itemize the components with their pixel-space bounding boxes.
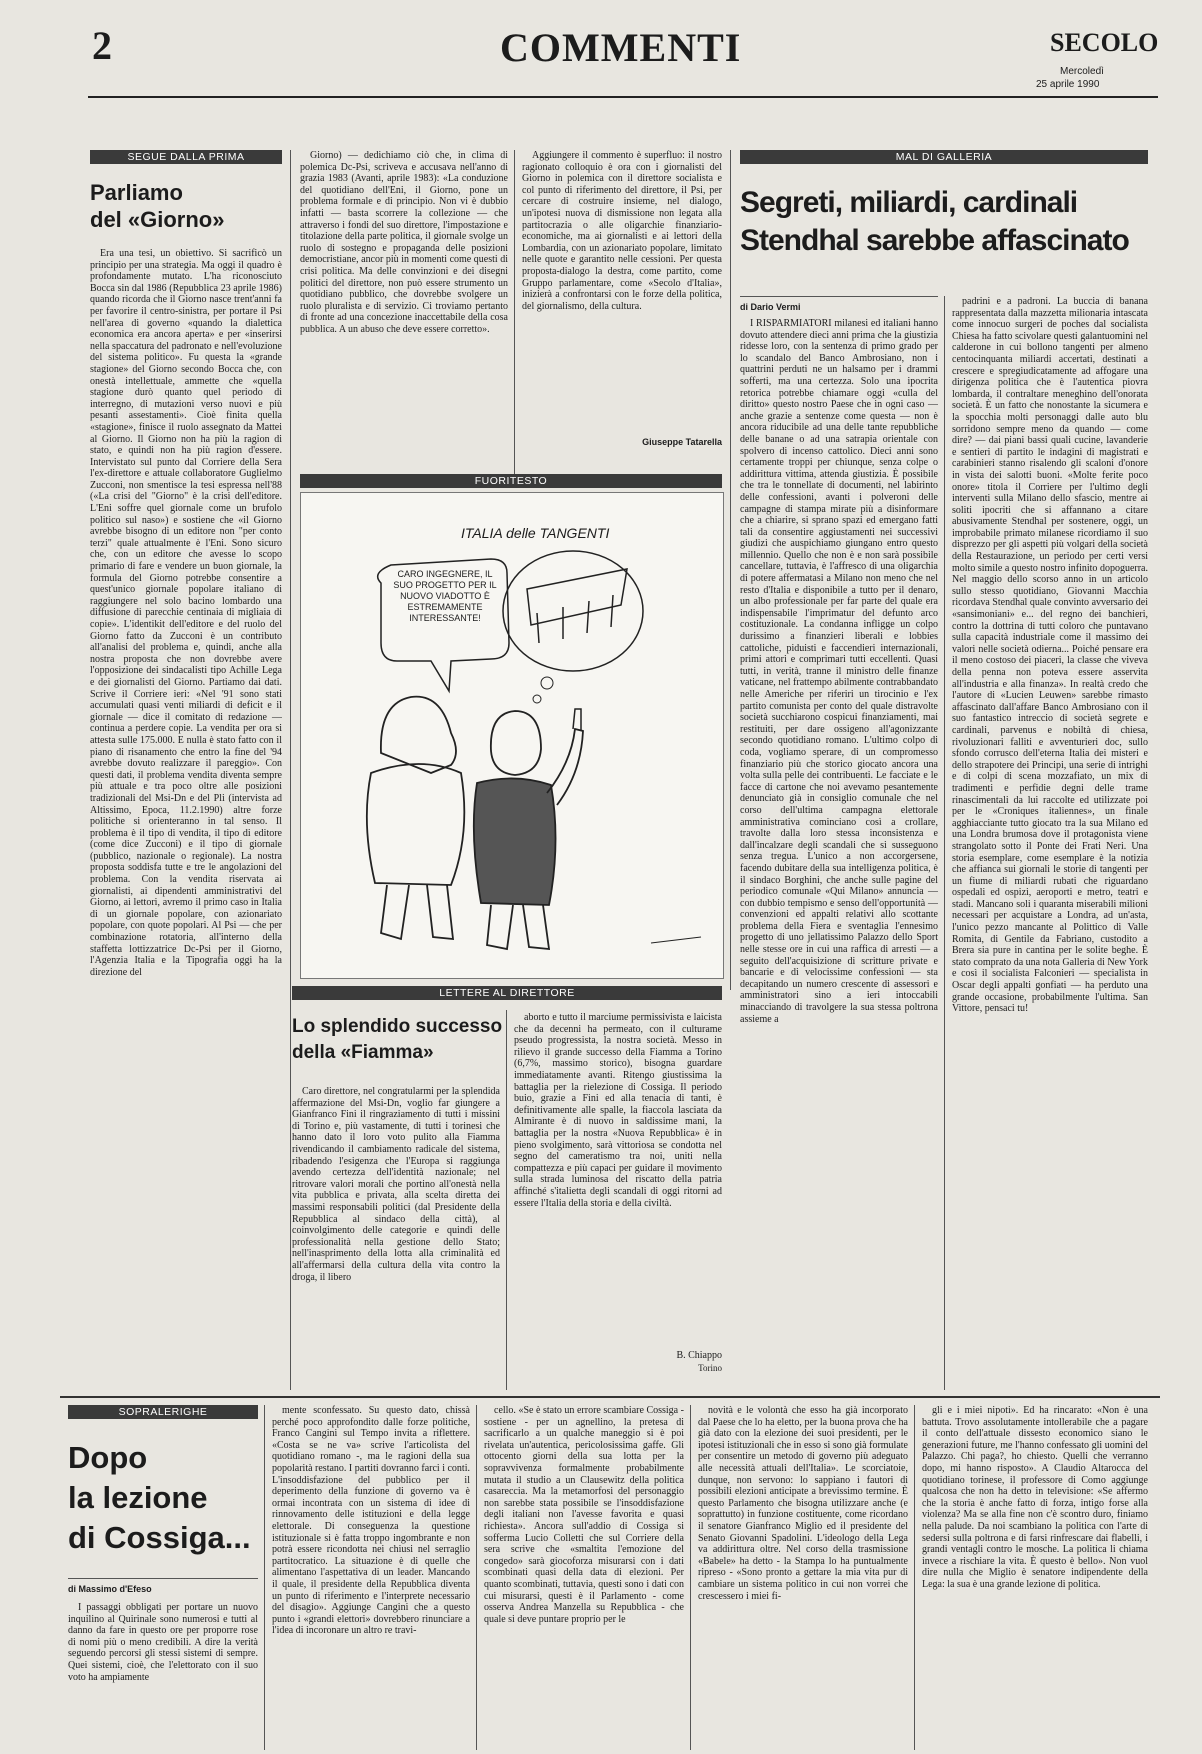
cartoon-bubble-text: CARO INGEGNERE, IL SUO PROGETTO PER IL NUOVO VIADOTTO È ESTREMAMENTE INTERESSANTE!: [393, 569, 497, 623]
article3-title-rule: [68, 1578, 258, 1579]
col-rule-4: [944, 296, 945, 1390]
article3-title-line3: di Cossiga...: [68, 1520, 251, 1555]
article3-col5: gli e i miei nipoti». Ed ha rincarato: «Non è una battuta. Trovo assolutamente intollerabile che a pagare il conto dell'attuale dissesto economico siano le generazioni future, me l'hanno confessato gli uomini del Palazzo. Chi paga?, ho chiesto. Quelli che verranno dopo, mi hanno risposto». A Claudio Altarocca del quotidiano torinese, il professore di Como aggiunge qualcosa che non ha detto in televisione: «Se affermo che la storia è anche fatto di forza, intigo forse alla violenza? Ma se alla fine non c'è scontro duro, finiamo nella palude. Da noi scambiano la politica con l'arte di sedersi sulla poltrona e di farsi rinfrescare dai flabelli, i grandi ventagli contro le mosche. La politica li chiama invece a rischiare la vita. È questo è bello». Non vuol dire nulla che Miglio è senatore indipendente della Lega: la sua è una grande lezione di politica.: [922, 1405, 1148, 1590]
article2-col2: padrini e a padroni. La buccia di banana rappresentata dalla mazzetta milionaria intascata come innocuo surgeri de poches dal socialista Chiesa ha fatto scivolare questi galantuomini nel calderone in cui bollono tangenti per almeno centocinquanta miliardi accertati, destinati a crescere e spregiudicatamente ad affogare una dirigenza politica che è l'autentica piovra lombarda, il contraltare meneghino dell'onorata società. È un fatto che nonostante la sicumera e la spocchia molti personaggi dalle auto blu sorridono sempre meno da quando — come dire? — dai piani bassi quali cucine, lavanderie e sentieri di partito le indagini di magistrati e carabinieri stanno risalendo gli scaloni d'onore in vista dei salotti buoni. «Molte ferite poco onore» titola il Corriere per l'ultimo degli interventi sulla Milano dello sfascio, mentre ai soliti ipocriti che si affannano a citare abusivamente Stendhal per sostenere, oggi, un improbabile primato milanese ricordiamo il suo disprezzo per gli aspetti più volgari della società della Restaurazione, un periodo per certi versi molto simile a questo nostro infinito dopoguerra. Nel maggio dello scorso anno in un articolo sullo stesso quotidiano, Giovanni Macchia ricordava Stendhal quale convinto avversario dei «sansimoniani» e... del regno dei banchieri, contro la dottrina di tutti coloro che puntavano sulla capacità industriale come il massimo dei valori nelle società odierna... Poiché pensare era il meno costoso dei piaceri, la classe che viveva della penna non poteva essere asservita all'industria e alla finanza». In realtà credo che l'autore di «Lucien Leuwen» sarebbe rimasto affascinato dall'affare Banco Ambrosiano con il suo fantastico intreccio di società segrete e cardinali, parvenus e nobiltà di chiesa, rivoluzionari falliti e avventurieri doc, sullo sfondo corrusco dell'eterna Italia dei misteri e dello strapotere dei Principi, una serie di intrighi e di colpi di scena mozzafiato, un mix di tradimenti e perfidie degni delle trame rinascimentali da lui raccolte ed utilizzate poi per le «Croniques italiennes», un finale agghiacciante tutto giocato tra la sua Milano ed una Londra brumosa dove il protagonista viene strangolato sotto il Ponte dei Frati Neri. Una storia esemplare, come esemplare è la notizia che affianca sui giornali le storie di tangenti per un fiume di miliardi rubati che riguardano ospedali ed ospizi, aeroporti e metro, teatri e stadi. Mancano soli i quaranta miserabili milioni necessari per acquistare a Londra, ad un'asta, l'unico pezzo mancante al Polittico di Valle Romita, di Gentile da Fabriano, custodito a Brera sia pure in cantina per le solite beghe. È stato comprato da una nota Galleria di New York e così il socialista Falconieri — specialista in Oscar degli appalti gonfiati — ha perduto una grande occasione, probabilmente l'ultima. San Vittore, pensaci tu!: [952, 296, 1148, 1015]
col-rule-7: [476, 1405, 477, 1750]
article1-title-line1: Parliamo: [90, 180, 183, 205]
masthead-date: 25 aprile 1990: [1036, 79, 1100, 90]
article1-col1: Era una tesi, un obiettivo. Si sacrificò un principio per una strategia. Ma oggi il quadro è profondamente mutato. L'ha riconosciuto Bocca sin dal 1986 (Repubblica 23 aprile 1986) quando ricorda che il Giorno nasce trent'anni fa per favorire il centro-sinistra, per portare il Psi nell'area di governo «quando la dialettica economica era ancora aperta» e per «inserirsi nella spaccatura del padronato e nell'evoluzione del sistema politico». Fu questa la «grande stagione» del Giorno secondo Bocca che, con onestà intellettuale, ammette che «quella stagione durò quanto quel periodo di interregno, di mutazioni verso nuovi e più pesanti assestamenti». Cioè finita quella «stagione», finisce il ruolo assegnato da Mattei al Giorno. Il Giorno non ha più la ragion di stato, e quindi non ha più ragion d'essere. Intervistato sul punto dal Corriere della Sera l'ex-direttore e attuale collaboratore Guglielmo Zucconi, non smentisce la tesi espressa nell'88 («La crisi del "Giorno" è la crisi dell'editore. L'Eni soffre quel giornale come un brufolo politico sul naso») e sostiene che «il Giorno avrebbe bisogno di un editore non "per conto terzi" quale attualmente è l'Eni. Sono sicuro che, con un editore che avesse lo scopo primario di fare e vendere un buon giornale, la formula del Giorno potrebbe consentire a quest'unico giornale popolare italiano di raggiungere nel solo bacino lombardo una diffusione di parecchie centinaia di migliaia di copie». L'identikit dell'editore e del ruolo del Giorno fatto da Zucconi è un contributo all'analisi del problema e, quindi, anche alla nostra proposta che non dovrebbe avere l'opposizione dei sindacalisti tipo Achille Lega e dei giornalisti del Giorno. Partiamo dai dati. Scrive il Corriere ieri: «Nel '91 sono stati accumulati quasi venti miliardi di deficit e il giornale — dice il comitato di redazione — continua a perdere copie. La vendita per ora si attesta sulle 175.000. E nulla è stato fatto con il piano di risanamento che entro la fine del '94 avrebbe dovuto realizzare il pareggio». Con questi dati, il problema vendita diventa sempre più attuale e tra poco oltre alle posizioni tradizionali del Msi-Dn e del Pli (intervista ad Altissimo, Epoca, 11.2.1990) altre forze politiche si orienteranno in tal senso. Il problema è il tipo di vendita, il tipo di editore (come dice Zucconi) e il tipo di giornale (pubblico, nazionale o regionale). La nostra proposta soddisfa tutte e tre le angolazioni del problema. Con la vendita riservata ai giornalisti, ai dipendenti amministrativi del Giorno, ai lettori, avremo il primo caso in Italia di un giornale popolare, con azionariato popolare, con quote popolari. Al Psi — che per combinazione rotatoria, all'interno della staffetta lottizzatrice Dc-Psi per il Giorno, l'Agenzia Italia e la Tipografia oggi ha la direzione del: [90, 248, 282, 978]
cartoon-drawing: [301, 493, 723, 978]
col-rule-2: [514, 150, 515, 475]
col-rule-8: [690, 1405, 691, 1750]
cartoon-caption: ITALIA delle TANGENTI: [461, 525, 610, 541]
kicker-lettere: LETTERE AL DIRETTORE: [292, 986, 722, 1000]
article2-byline: di Dario Vermi: [740, 302, 801, 312]
letters-title-line2: della «Fiamma»: [292, 1042, 434, 1063]
article3-title-line1: Dopo: [68, 1440, 148, 1475]
kicker-fuoritesto: FUORITESTO: [300, 474, 722, 488]
article1-col2: Giorno) — dedichiamo ciò che, in clima di polemica Dc-Psi, scriveva e accusava nell'anno di grazia 1983 (Avanti, aprile 1983): «La conduzione del quotidiano dell'Eni, il Giorno, pone un problema formale e di principio. Non vi è dubbio infatti — basta scorrere la collezione — che attraverso i fondi del suo direttore, l'impostazione e titolazione della parte politica, il giornale svolge un ruolo di sostegno e propaganda delle posizioni democristiane, ancor più in momenti come questi di crisi politica. Ma delle convinzioni e dei disegni politici del direttore, non può essere strumento un quotidiano pubblico, che dovrebbe svolgere un ruolo pluralista e di servizio. Ci troviamo pertanto di fronte ad una concezione inaccettabile della cosa pubblica. A un abuso che deve essere corretto».: [300, 150, 508, 335]
article3-col3: cello. «Se è stato un errore scambiare Cossiga - sostiene - per un agnellino, la pretesa di sacrificarlo a un qualche maneggio si è poi rivelata un'autentica, pericolosissima gaffe. Gli ottocento giorni della sua lotta per la sopravvivenza formalmente probabilmente mutata il studio a un Clausewitz della politica casareccia. Ma la metamorfosi del personaggio non sarebbe stata possibile se l'insoddisfazione degli italiani non l'avesse favorita e quasi richiesta». Ancora sull'addio di Cossiga si sofferma Lucio Colletti che sul Corriere della sera scrive che «smaltita l'emozione del congedo» sarà giocoforza misurarsi con i dati scombinati quasi della data di elezioni. Per quanto scombinati, tuttavia, questi sono i dati con cui misurarsi, questi è il Parlamento - come osserva Andrea Manzella su Repubblica - che quale si deve puntare proprio per le: [484, 1405, 684, 1625]
cartoon: [300, 492, 724, 979]
col-rule-5: [506, 1010, 507, 1390]
masthead-rule: [88, 96, 1158, 98]
letters-city: Torino: [698, 1363, 722, 1373]
letters-title-line1: Lo splendido successo: [292, 1016, 503, 1037]
kicker-sopralerighe: SOPRALERIGHE: [68, 1405, 258, 1419]
page-number: 2: [92, 23, 112, 68]
article3-col1: I passaggi obbligati per portare un nuovo inquilino al Quirinale sono numerosi e tutti al danno da fare in questo ore per proporre rose di nomi più o meno credibili. A dire la verità seguendo percorsi gli stessi sistemi di sempre. Quei sistemi, cioè, che l'elettorato con il suo voto ha ampiamente: [68, 1602, 258, 1683]
article3-col4: novità e le volontà che esso ha già incorporato dal Paese che lo ha eletto, per la buona prova che ha già dato con la elezione dei suoi presidenti, per le ipotesi istituzionali che in esso si sono già formulate per consentire un metodo di governo più adeguato alle necessità attuali dell'Italia». Le scorciatoie, dunque, non servono: lo sappiano i fautori di possibili elezioni anticipate a brevissimo termine. È questo Parlamento che bisogna utilizzare anche (e soprattutto) in funzione costituente, come ricordano il senatore Gianfranco Miglio ed il presidente del Senato Giovanni Spadolini. L'ideologo della Lega va addirittura oltre. Nel corso della trasmissione «Babele» ha detto - la Stampa lo ha puntualmente ripreso - «Sono pronto a gettare la mia vita pur di cambiare un sistema politico in cui non vorrei che crescessero i miei fi-: [698, 1405, 908, 1602]
article2-title-rule: [740, 296, 938, 297]
section-title: COMMENTI: [500, 25, 742, 70]
article3-title-line2: la lezione: [68, 1480, 208, 1515]
article1-title-line2: del «Giorno»: [90, 207, 225, 232]
article1-col3: Aggiungere il commento è superfluo: il nostro ragionato colloquio è ora con i giornalisti del Giorno in polemica con il direttore socialista e col punto di riferimento del direttore, il Psi, per cercare di costruire insieme, nel dialogo, un'ipotesi nuova di dismissione non legata alla partitocrazia o alle oligarchie finanziario-economiche, ma ai giornalisti e ai lettori della Lombardia, con un azionariato popolare, limitato nelle quote e garantito nelle cessioni. Per questa proposta-dialogo la destra, come partito, come Gruppo parlamentare, come «Secolo d'Italia», inizierà a confrontarsi con le forze della politica, del giornalismo, della cultura.: [522, 150, 722, 312]
article2-col1: I RISPARMIATORI milanesi ed italiani hanno dovuto attendere dieci anni prima che la giustizia ridesse loro, con la sentenza di primo grado per lo scandalo del Banco Ambrosiano, non i quattrini perduti ne un halsamo per i drammi sofferti, ma una certezza. Solo una ipocrita retorica potrebbe chiamare oggi «culla del diritto» questo nostro Paese che in ogni caso — anche grazie a sentenze come questa — non è ancora riducibile ad una delle tante repubbliche delle banane o ad una satrapia orientale con spolvero di incenso cattolico. Dieci anni sono certamente troppi per chiunque, senza colpe o addirittura vittima, attenda giustizia. È possibile che tra le tonnellate di documenti, nel labirinto delle confessioni, avanti i polveroni delle campagne di stampa mirate più a disinformare che a chiarire, si sprano spazi ed emergano fatti tali da consentire aggiustamenti nei successivi giudizi che auspichiamo giungano entro questo millennio. Quello che non è e non sarà possibile cancellare, tuttavia, è l'affresco di una oligarchia di potere affermatasi a Milano non meno che nel resto d'Italia e disponibile a tutto per il denaro, un albo professionale per far parte del quale era indispensabile l'imprimatur del defunto arco costituzionale. La condanna infligge un colpo durissimo a finanzieri liberali e lobbies cattoliche, piduisti e faccendieri internazionali, primi attori e comprimari tutti eccellenti. Quasi tutti, in verità, tranne il ministro delle finanze vaticane, nel frattempo abilmente contrabbandato nelle Americhe per riferiri un tirocinio e l'ex partito comunista per conto del quale distravolte società succhiarono cospicui finanziamenti, mai restituiti, per dare ossigeno all'agonizzante secondo quotidiano romano. L'ultimo colpo di coda, vogliamo sperare, di un compromesso finanziario più che storico giocato ancora una volta sulla pelle dei contribuenti. Le facciate e le facce di cartone che noi avevamo pesantemente denunciato già in consiglio comunale che nel corso dell'ultima campagna elettorale amministrativa cominciano così a crollare, travolte dalla loro stessa inconsistenza e dall'incalzare degli scandali che si susseguono senza tregua. L'unico a non accorgersene, facendo dubitare della sua intelligenza politica, è il sindaco Borghini, che anche sulle pagine del periodico comunale «Qui Milano» annuncia — con dubbio tempismo e senso dell'opportunità — convenzioni ed appalti relativi allo scottante problema della Fiera e sventaglia l'ennesimo progetto di uno jellatissimo Palazzo dello Sport nelle stesse ore in cui una raffica di arresti — a seguito dell'acquisizione di scritture private e bancarie e di velocissime confessioni — sta decapitando un numero crescente di assessori e amministratori sino a ieri intoccabili minacciando di travolgere la sua stessa poltrona assieme a: [740, 318, 938, 1025]
bottom-band-rule: [60, 1396, 1160, 1398]
masthead-day: Mercoledì: [1060, 66, 1104, 77]
article1-signature: Giuseppe Tatarella: [642, 437, 722, 447]
letters-col2: aborto e tutto il marciume permissivista e laicista che da decenni ha permeato, con il culturame pseudo progressista, la nostra società. Messo in rilievo il grande successo della Fiamma a Torino (6,7%, massimo storico), bisogna guardare immediatamente avanti. Ritengo giustissima la battaglia per la rielezione di Cossiga. Il periodo buio, grazie a Fini ed alla tenacia di tanti, è definitivamente alle spalle, la fiaccola lasciata da Almirante è di nuovo in saldissime mani, la battaglia per la nostra «Nuova Repubblica» è in pieno svolgimento, sarà vittoriosa se condotta nel segno del cameratismo tra noi, uniti nella compattezza e più capaci per guidare il movimento sulla strada luminosa del riscatto della patria affinché s'italietta degli scandali di oggi ritorni ad essere l'Italia della storia e della civiltà.: [514, 1012, 722, 1209]
letters-col1: Caro direttore, nel congratularmi per la splendida affermazione del Msi-Dn, voglio far giungere a Gianfranco Fini il ringraziamento di tutti i missini di Torino e, più vastamente, di tutti i torinesi che hanno dato il loro voto pulito alla Fiamma rivendicando il cambiamento radicale del sistema, ribadendo l'esigenza che l'Europa si raggiunga avendo certezza dell'identità nazionale; nel ritrovare valori morali che portino all'onestà nella vita pubblica e privata, alla scelta diretta dei massimi responsabili politici (dal Presidente della Repubblica al sindaco della città), al coinvolgimento delle categorie e quindi delle professionalità nella gestione dello Stato; nell'inasprimento della lotta alla criminalità ed all'affermarsi della cultura della vita contro la droga, il libero: [292, 1086, 500, 1283]
paper-logo: SECOLO: [1050, 28, 1159, 57]
kicker-mal-di-galleria: MAL DI GALLERIA: [740, 150, 1148, 164]
kicker-segue: SEGUE DALLA PRIMA: [90, 150, 282, 164]
article3-byline: di Massimo d'Efeso: [68, 1584, 152, 1594]
letters-signature: B. Chiappo: [676, 1350, 722, 1361]
col-rule-1: [290, 150, 291, 1390]
col-rule-3: [730, 150, 731, 990]
col-rule-6: [264, 1405, 265, 1750]
col-rule-9: [914, 1405, 915, 1750]
article3-col2: mente sconfessato. Su questo dato, chissà perché poco approfondito dalle forze politiche, Franco Cangini sul Tempo invita a riflettere. «Costa se ne va» scrive l'articolista del quotidiano romano -, ma le ragioni della sua popolarità restano. I partiti dovranno farci i conti. L'insoddisfazione del pubblico per il deperimento della funzione di governo va è ormai incontrata con un sistema di idee di rinnovamento delle istituzioni e della legge elettorale. Di conseguenza la questione istituzionale si è fatta troppo ingombrante e non potrà essere ricondotta nei chiusi nel serraglio partitocratico. La situazione è di quelle che alimentano l'aspettativa di un leader. Mancando il quale, il presidente della Repubblica diventa un punto di riferimento e l'interprete necessario del disagio». Aggiunge Cangini che a questo punto i «grandi elettori» dovrebbero rinunciare a l'idea di incoronare un altro re travi-: [272, 1405, 470, 1637]
article2-title-line1: Segreti, miliardi, cardinali: [740, 186, 1078, 219]
article2-title-line2: Stendhal sarebbe affascinato: [740, 224, 1129, 257]
